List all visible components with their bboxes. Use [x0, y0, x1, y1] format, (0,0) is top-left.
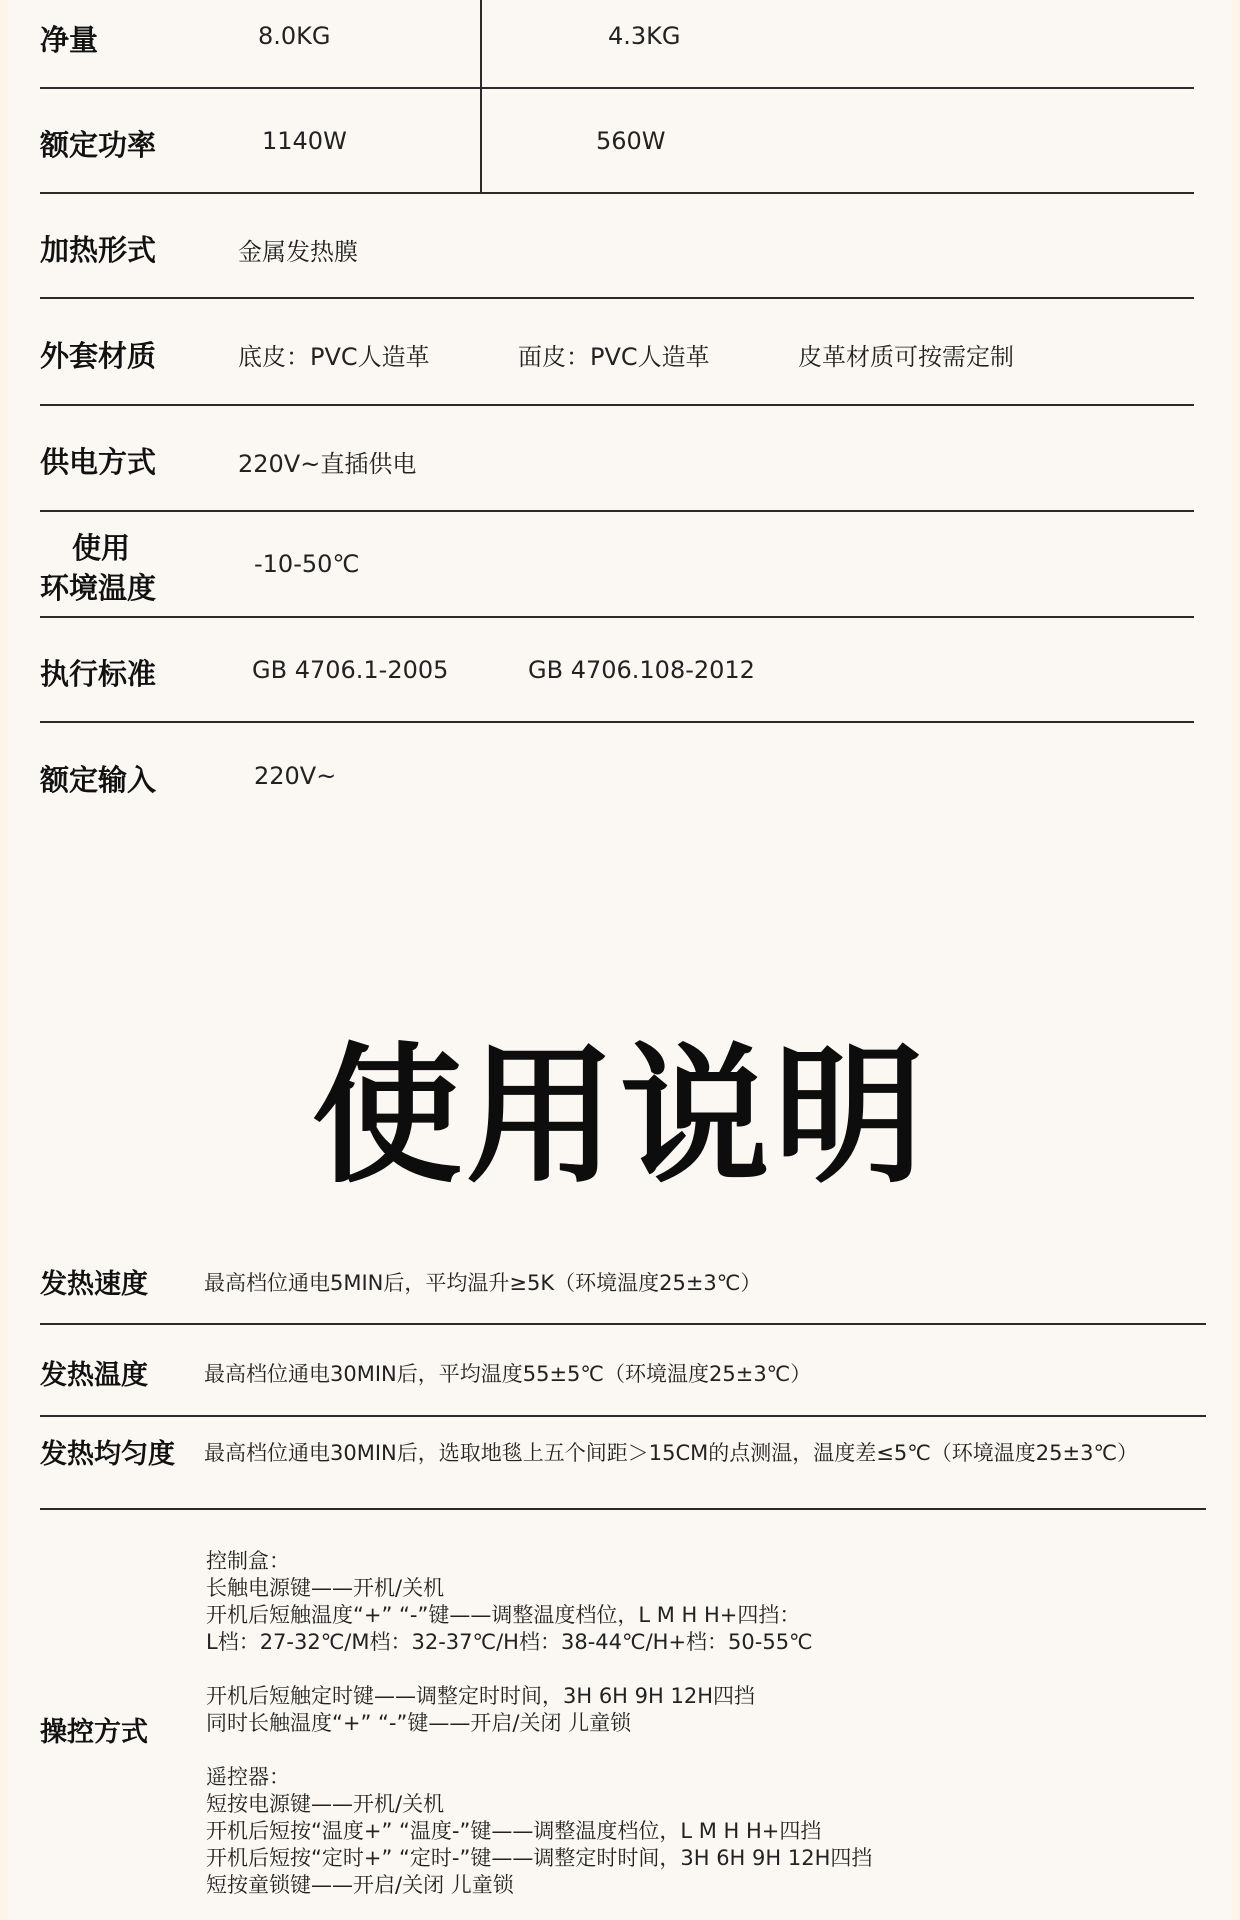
row-divider — [40, 616, 1194, 618]
env-temp-label-line2: 环境温度 — [40, 571, 157, 605]
heating-speed-label: 发热速度 — [40, 1269, 148, 1300]
heating-temp-label: 发热温度 — [40, 1360, 148, 1391]
row-divider — [40, 1508, 1206, 1510]
heating-form-label: 加热形式 — [40, 233, 157, 267]
control-line: 开机后短触温度“+” “-”键——调整温度档位，L M H H+四挡： — [206, 1603, 801, 1627]
row-divider — [40, 404, 1194, 406]
env-temp-value: -10-50℃ — [254, 550, 360, 578]
manual-title: 使用说明 — [311, 1030, 928, 1204]
env-temp-label-line1: 使用 — [72, 531, 131, 565]
heating-speed-text: 最高档位通电5MIN后，平均温升≥5K（环境温度25±3℃） — [204, 1271, 762, 1295]
control-line: 短按电源键——开机/关机 — [206, 1792, 445, 1816]
control-line: 遥控器： — [206, 1765, 290, 1789]
row-divider — [40, 192, 1194, 194]
net-weight-value-2: 4.3KG — [608, 22, 681, 50]
control-line: 开机后短按“温度+” “温度-”键——调整温度档位，L M H H+四挡 — [206, 1819, 822, 1843]
heating-form-value: 金属发热膜 — [238, 238, 358, 266]
control-line: 同时长触温度“+” “-”键——开启/关闭 儿童锁 — [206, 1711, 632, 1735]
rated-input-value: 220V~ — [254, 762, 337, 790]
row-divider — [40, 297, 1194, 299]
rated-power-value-2: 560W — [596, 127, 666, 155]
power-supply-value: 220V~直插供电 — [238, 450, 417, 478]
row-divider — [40, 87, 1194, 89]
control-method-label: 操控方式 — [40, 1717, 148, 1748]
power-supply-label: 供电方式 — [40, 445, 157, 479]
control-line: 开机后短按“定时+” “定时-”键——调整定时时间，3H 6H 9H 12H四挡 — [206, 1846, 873, 1870]
control-line: 短按童锁键——开启/关闭 儿童锁 — [206, 1873, 514, 1897]
standard-label: 执行标准 — [40, 657, 157, 691]
row-divider — [40, 510, 1194, 512]
cover-material-label: 外套材质 — [40, 339, 157, 373]
standard-value-2: GB 4706.108-2012 — [528, 656, 755, 684]
heating-temp-text: 最高档位通电30MIN后，平均温度55±5℃（环境温度25±3℃） — [204, 1362, 812, 1386]
row-divider — [40, 1415, 1206, 1417]
rated-power-value-1: 1140W — [262, 127, 347, 155]
rated-input-label: 额定输入 — [40, 763, 157, 797]
column-divider — [480, 0, 482, 194]
control-line: 控制盒： — [206, 1549, 290, 1573]
cover-material-custom: 皮革材质可按需定制 — [798, 343, 1014, 371]
heating-uniformity-text: 最高档位通电30MIN后，选取地毯上五个间距＞15CM的点测温，温度差≤5℃（环境温度25±3℃） — [204, 1441, 1139, 1465]
net-weight-value-1: 8.0KG — [258, 22, 331, 50]
standard-value-1: GB 4706.1-2005 — [252, 656, 449, 684]
cover-material-bottom: 底皮：PVC人造革 — [238, 343, 430, 371]
heating-uniformity-label: 发热均匀度 — [40, 1439, 175, 1470]
row-divider — [40, 721, 1194, 723]
net-weight-label: 净量 — [40, 23, 99, 57]
rated-power-label: 额定功率 — [40, 128, 157, 162]
row-divider — [40, 1323, 1206, 1325]
control-line: L档：27-32℃/M档：32-37℃/H档：38-44℃/H+档：50-55℃ — [206, 1630, 813, 1654]
control-line: 开机后短触定时键——调整定时时间，3H 6H 9H 12H四挡 — [206, 1684, 755, 1708]
cover-material-top: 面皮：PVC人造革 — [518, 343, 710, 371]
control-line: 长触电源键——开机/关机 — [206, 1576, 445, 1600]
